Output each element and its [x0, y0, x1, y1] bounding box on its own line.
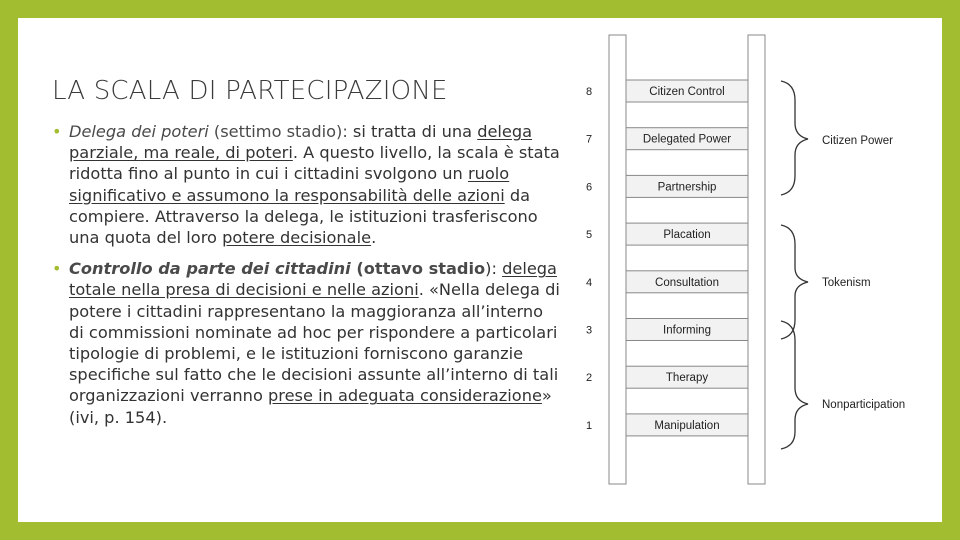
group-nonparticipation: Nonparticipation [822, 399, 906, 411]
stage-ottavo: ottavo stadio [363, 259, 486, 279]
rung-number: 7 [585, 133, 593, 146]
bullet-delega-poteri: • Delega dei poteri (settimo stadio): si tratta di una delega parziale, ma reale, di poteri. A questo livello, la scala è stata ridotta fino al punto in cui i cittadini svolgono un ruolo significativo e assumono la responsabilità delle azioni da compiere. Attraverso la delega, le istituzioni trasferiscono una quota del loro potere decisionale. [52, 122, 560, 248]
rung-number: 3 [585, 324, 593, 337]
rung-label: Citizen Control [649, 86, 725, 98]
ladder-right-rail [748, 35, 765, 484]
slide-title: LA SCALA DI PARTECIPAZIONE [52, 76, 448, 106]
rung-label: Partnership [657, 181, 717, 194]
brace-citizen-power [781, 81, 808, 195]
stage-settimo: (settimo stadio): [213, 122, 348, 141]
rung-label: Consultation [655, 276, 719, 289]
rung-label: Placation [663, 229, 711, 242]
bullet-controllo-cittadini: • Controllo da parte dei cittadini (ottavo stadio): delega totale nella presa di decisioni e nelle azioni. «Nella delega di potere i cittadini rappresentano la maggioranza all’interno di commissioni nominate ad hoc per rispondere a particolari tipologie di problemi, e le istituzioni forniscono garanzie specifiche sul fatto che le decisioni assunte all’interno di tali organizzazioni verranno prese in adeguata considerazione» (ivi, p. 154). [52, 259, 560, 427]
rung-number: 5 [585, 229, 593, 242]
group-tokenism: Tokenism [822, 277, 871, 289]
bullet-marker: • [52, 259, 62, 279]
rung-label: Manipulation [654, 419, 720, 432]
rung-number: 6 [585, 181, 593, 194]
rung-label: Delegated Power [642, 133, 732, 146]
rung-label: Therapy [665, 372, 709, 385]
rung-label: Informing [663, 324, 711, 337]
ladder-left-rail [609, 35, 626, 484]
rung-number: 1 [585, 419, 593, 432]
rung-number: 8 [585, 86, 593, 98]
group-citizen-power: Citizen Power [822, 135, 893, 147]
bullet-marker: • [52, 122, 62, 141]
term-delega-poteri: Delega dei poteri [69, 122, 209, 141]
rung-number: 2 [585, 372, 593, 385]
brace-nonparticipation [781, 321, 808, 449]
term-controllo-cittadini: Controllo da parte dei cittadini [69, 259, 351, 279]
rung-number: 4 [585, 276, 593, 289]
